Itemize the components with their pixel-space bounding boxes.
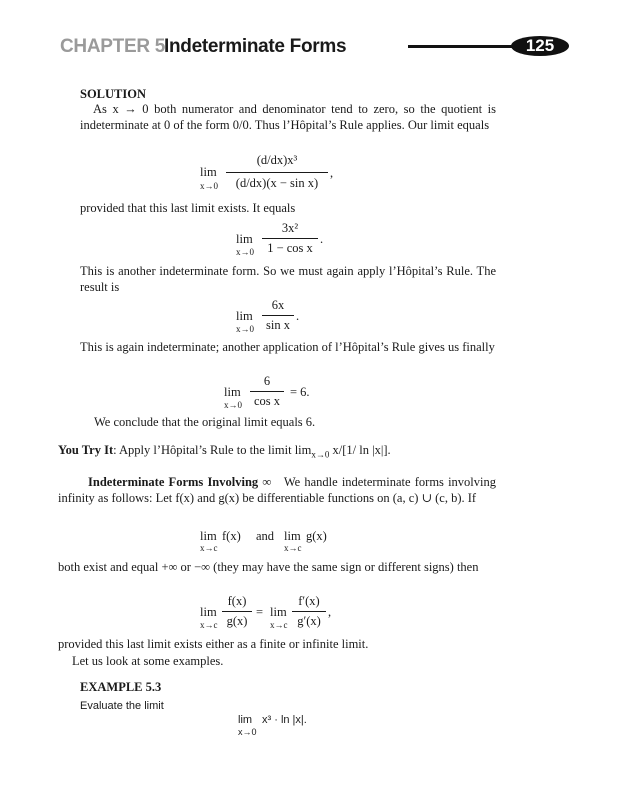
equation-2 [236, 221, 356, 257]
equation-punctuation: . [296, 309, 300, 323]
lim-subscript: x→0 [236, 324, 254, 334]
fraction-numerator: 6x [271, 298, 285, 312]
fraction-numerator: 6 [263, 374, 271, 388]
lim-operator: lim [270, 605, 287, 619]
equation-3 [236, 298, 336, 334]
solution-para-3: This is another indeterminate form. So we must again apply l’Hôpital’s Rule. The result is [80, 264, 496, 294]
solution-para-4: This is again indeterminate; another application of l’Hôpital’s Rule gives us finally [80, 340, 495, 354]
lim-operator: lim [236, 309, 253, 323]
fraction-numerator: f′(x) [298, 594, 320, 608]
lim-subscript: x→c [284, 543, 302, 553]
lim-operator: lim [284, 529, 301, 543]
function-g: g(x) [306, 529, 327, 543]
fraction-denominator: cos x [253, 394, 281, 408]
fraction-bar [292, 611, 326, 612]
chapter-title: Indeterminate Forms [164, 36, 347, 57]
fraction-denominator: 1 − cos x [267, 241, 313, 255]
chapter-label: CHAPTER 5 [60, 36, 165, 57]
example-expression: x³ · ln |x|. [262, 714, 307, 726]
equation-punctuation: , [328, 605, 332, 619]
fraction-numerator: 3x² [281, 221, 299, 235]
solution-conclusion: We conclude that the original limit equals 6. [94, 415, 316, 429]
equation-4 [224, 374, 354, 410]
fraction-denominator: g′(x) [297, 614, 321, 628]
equation-5 [200, 529, 360, 555]
example-heading: EXAMPLE 5.3 [80, 680, 162, 694]
lim-operator: lim [236, 232, 253, 246]
infinity-section-text: We handle indeterminate forms involving infinity as follows: Let f(x) and g(x) be differentiable functions on (a, c) ∪ (c, b). If [58, 475, 497, 505]
lim-operator: lim [200, 529, 217, 543]
fraction-denominator: (d/dx)(x − sin x) [235, 176, 319, 190]
equation-1 [200, 153, 380, 193]
lim-subscript: x→0 [200, 181, 218, 191]
you-try-it-expression: x/[1/ ln |x|]. [329, 443, 391, 457]
lim-subscript: x→c [270, 620, 288, 630]
infinity-section-provided: provided this last limit exists either as a finite or infinite limit. [58, 637, 369, 651]
equation-punctuation: . [320, 232, 324, 246]
lim-operator: lim [224, 385, 241, 399]
page-number: 125 [511, 36, 569, 56]
function-f: f(x) [222, 529, 241, 543]
fraction-denominator: g(x) [226, 614, 248, 628]
you-try-it [58, 442, 391, 463]
fraction-bar [222, 611, 252, 612]
example-prompt: Evaluate the limit [80, 700, 164, 712]
lim-subscript: x→c [200, 543, 218, 553]
equation-result: = 6. [290, 385, 310, 399]
equation-6 [200, 594, 340, 630]
example-equation [238, 714, 358, 740]
fraction-bar [226, 172, 328, 173]
solution-para-2: provided that this last limit exists. It equals [80, 201, 296, 215]
you-try-it-subscript: x→0 [311, 449, 330, 460]
and-word: and [256, 529, 275, 543]
lim-operator: lim [238, 714, 253, 726]
header-rule [408, 45, 528, 48]
equation-punctuation: , [330, 166, 334, 180]
fraction-denominator: sin x [266, 318, 290, 332]
lim-subscript: x→c [200, 620, 218, 630]
you-try-it-text: : Apply l’Hôpital’s Rule to the limit lim [113, 443, 312, 457]
fraction-bar [250, 391, 284, 392]
infinity-section-examples-intro: Let us look at some examples. [72, 654, 224, 668]
infinity-section-intro [58, 474, 496, 506]
lim-operator: lim [200, 165, 217, 179]
fraction-numerator: (d/dx)x³ [256, 153, 298, 167]
lim-operator: lim [200, 605, 217, 619]
running-header [60, 36, 570, 60]
fraction-bar [262, 315, 294, 316]
solution-heading: SOLUTION [80, 87, 146, 101]
lim-subscript: x→0 [238, 727, 257, 737]
infinity-section-heading: Indeterminate Forms Involving ∞ [88, 475, 272, 489]
fraction-bar [262, 238, 318, 239]
lim-subscript: x→0 [236, 247, 254, 257]
infinity-section-condition: both exist and equal +∞ or −∞ (they may have the same sign or different signs) then [58, 560, 479, 574]
lim-subscript: x→0 [224, 400, 242, 410]
equals-sign: = [256, 605, 264, 619]
fraction-numerator: f(x) [227, 594, 247, 608]
you-try-it-label: You Try It [58, 443, 114, 457]
solution-para-1: As x → 0 both numerator and denominator tend to zero, so the quotient is indeterminate at 0 of the form 0/0. Thus l’Hôpital’s Rule applies. Our limit equals [80, 102, 496, 132]
